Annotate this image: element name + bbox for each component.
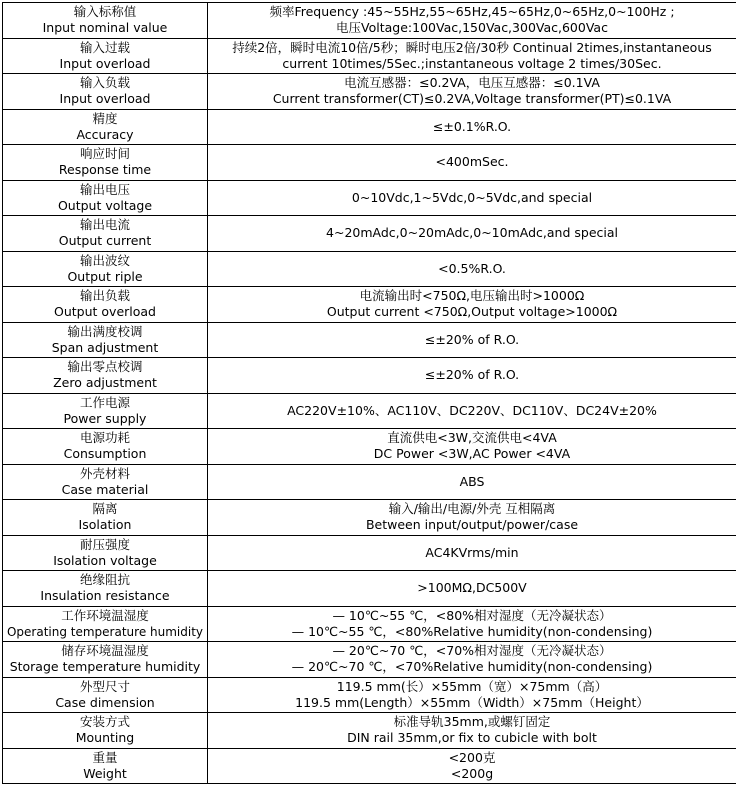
spec-value-line: 频率Frequency :45~55Hz,55~65Hz,45~65Hz,0~65Hz,0~100Hz ; [269, 4, 675, 20]
spec-value-line: ≤±0.1%R.O. [432, 118, 512, 134]
spec-table-body [3, 3, 736, 784]
spec-value-line: — 20℃~70 ℃，<70%相对湿度（无冷凝状态） [332, 643, 612, 659]
spec-value-line: 119.5 mm(长）×55mm（宽）×75mm（高） [336, 678, 608, 694]
spec-value-cell [208, 109, 736, 145]
spec-label-cell [3, 464, 208, 500]
spec-label-zh: 安装方式 [79, 714, 130, 730]
spec-label-en: Storage temperature humidity [9, 659, 201, 675]
spec-label-cell [3, 109, 208, 145]
spec-label-cell [3, 535, 208, 571]
spec-label-cell [3, 429, 208, 465]
spec-value-line: <200克 [448, 749, 496, 765]
spec-label-en: Input nominal value [42, 20, 168, 36]
spec-label-cell [3, 74, 208, 110]
spec-label-cell [3, 500, 208, 536]
spec-row [3, 3, 736, 39]
spec-label-en: Mounting [75, 730, 135, 746]
spec-label-en: Insulation resistance [40, 588, 170, 604]
spec-row [3, 571, 736, 607]
spec-value-line: <400mSec. [435, 154, 509, 170]
spec-label-zh: 输出零点校调 [67, 359, 143, 375]
spec-value-cell [208, 500, 736, 536]
spec-label-en: Case dimension [55, 694, 155, 710]
spec-label-en: Response time [58, 162, 152, 178]
spec-value-cell [208, 393, 736, 429]
spec-value-cell [208, 748, 736, 784]
spec-label-en: Output riple [67, 268, 143, 284]
spec-value-cell [208, 535, 736, 571]
spec-value-line: AC220V±10%、AC110V、DC220V、DC110V、DC24V±20% [287, 402, 657, 418]
spec-label-cell [3, 3, 208, 39]
spec-label-cell [3, 677, 208, 713]
spec-label-en: Output current [58, 233, 152, 249]
spec-label-en: Isolation [78, 517, 132, 533]
spec-value-cell [208, 3, 736, 39]
spec-value-line: 0~10Vdc,1~5Vdc,0~5Vdc,and special [351, 189, 593, 205]
spec-value-cell [208, 677, 736, 713]
spec-label-cell [3, 216, 208, 252]
spec-value-cell [208, 606, 736, 642]
spec-row [3, 713, 736, 749]
spec-value-line: 标准导轨35mm,或螺钉固定 [393, 714, 551, 730]
spec-label-en: Power supply [63, 410, 147, 426]
spec-label-cell [3, 748, 208, 784]
spec-label-cell [3, 38, 208, 74]
spec-value-cell [208, 642, 736, 678]
spec-label-zh: 外型尺寸 [79, 678, 130, 694]
spec-row [3, 748, 736, 784]
spec-value-cell [208, 464, 736, 500]
spec-label-en: Operating temperature humidity [6, 624, 204, 639]
spec-row [3, 464, 736, 500]
spec-label-en: Input overload [59, 91, 151, 107]
spec-label-cell [3, 713, 208, 749]
spec-label-zh: 耐压强度 [79, 536, 130, 552]
spec-label-cell [3, 571, 208, 607]
spec-value-line: — 20℃~70 ℃，<70%Relative humidity(non-condensing) [291, 659, 653, 675]
spec-value-line: AC4KVrms/min [425, 544, 519, 560]
spec-value-line: Between input/output/power/case [365, 517, 579, 533]
spec-row [3, 606, 736, 642]
spec-value-line: ≤±20% of R.O. [424, 367, 520, 383]
spec-value-cell [208, 429, 736, 465]
spec-label-zh: 工作环境温湿度 [61, 607, 149, 623]
spec-value-line: <200g [450, 765, 494, 781]
spec-row [3, 500, 736, 536]
spec-label-cell [3, 145, 208, 181]
spec-row [3, 74, 736, 110]
spec-label-zh: 输出电压 [79, 181, 130, 197]
spec-label-cell [3, 606, 208, 642]
spec-label-zh: 精度 [92, 110, 118, 126]
spec-row [3, 677, 736, 713]
spec-value-line: <0.5%R.O. [438, 260, 506, 276]
spec-value-line: ABS [459, 473, 485, 489]
spec-value-line: 119.5 mm(Length）×55mm（Width）×75mm（Height） [295, 694, 649, 710]
spec-value-cell [208, 322, 736, 358]
spec-value-cell [208, 287, 736, 323]
spec-value-line: ≤±20% of R.O. [424, 331, 520, 347]
spec-label-zh: 隔离 [92, 501, 118, 517]
spec-label-en: Output overload [54, 304, 156, 320]
spec-row [3, 429, 736, 465]
spec-row [3, 358, 736, 394]
spec-value-line: >100MΩ,DC500V [417, 580, 527, 596]
spec-label-zh: 输出电流 [79, 217, 130, 233]
spec-row [3, 535, 736, 571]
spec-label-zh: 重量 [92, 749, 118, 765]
spec-table [2, 2, 736, 784]
spec-label-zh: 输入标称值 [73, 4, 137, 20]
spec-row [3, 642, 736, 678]
spec-value-cell [208, 713, 736, 749]
spec-label-cell [3, 287, 208, 323]
spec-label-en: Accuracy [76, 126, 134, 142]
spec-row [3, 145, 736, 181]
spec-label-zh: 外壳材料 [79, 465, 130, 481]
spec-value-line: Current transformer(CT)≤0.2VA,Voltage transformer(PT)≤0.1VA [272, 91, 672, 107]
spec-value-line: Output current <750Ω,Output voltage>1000Ω [326, 304, 618, 320]
spec-label-cell [3, 393, 208, 429]
spec-value-line: DIN rail 35mm,or fix to cubicle with bolt [347, 730, 597, 746]
spec-value-cell [208, 180, 736, 216]
spec-row [3, 38, 736, 74]
spec-row [3, 216, 736, 252]
spec-value-cell [208, 38, 736, 74]
spec-label-en: Span adjustment [51, 339, 159, 355]
spec-label-en: Weight [83, 765, 127, 781]
spec-row [3, 180, 736, 216]
spec-label-cell [3, 180, 208, 216]
spec-value-line: 电流互感器：≤0.2VA，电压互感器：≤0.1VA [344, 75, 600, 91]
spec-value-line: — 10℃~55 ℃，<80%Relative humidity(non-condensing) [291, 623, 653, 639]
spec-label-cell [3, 322, 208, 358]
spec-value-cell [208, 571, 736, 607]
spec-label-zh: 输出负载 [79, 288, 130, 304]
spec-label-cell [3, 358, 208, 394]
spec-value-line: DC Power <3W,AC Power <4VA [373, 446, 571, 462]
spec-label-zh: 输入过载 [79, 39, 130, 55]
spec-label-en: Zero adjustment [53, 375, 157, 391]
spec-value-cell [208, 145, 736, 181]
spec-value-cell [208, 74, 736, 110]
spec-label-zh: 响应时间 [79, 146, 130, 162]
spec-value-line: current 10times/5Sec.;instantaneous voltage 2 times/30Sec. [282, 55, 662, 71]
spec-row [3, 109, 736, 145]
spec-value-line: 电流输出时<750Ω,电压输出时>1000Ω [359, 288, 585, 304]
spec-value-line: — 10℃~55 ℃，<80%相对湿度（无冷凝状态） [332, 607, 612, 623]
spec-value-line: 输入/输出/电源/外壳 互相隔离 [388, 501, 556, 517]
spec-label-en: Isolation voltage [53, 552, 157, 568]
spec-label-zh: 电源功耗 [79, 430, 130, 446]
spec-value-line: 直流供电<3W,交流供电<4VA [387, 430, 557, 446]
spec-row [3, 287, 736, 323]
spec-label-cell [3, 642, 208, 678]
spec-label-en: Case material [61, 481, 149, 497]
spec-value-cell [208, 251, 736, 287]
spec-value-line: 持续2倍，瞬时电流10倍/5秒；瞬时电压2倍/30秒 Continual 2times,instantaneous [232, 39, 712, 55]
spec-row [3, 322, 736, 358]
spec-label-zh: 储存环境温湿度 [61, 643, 149, 659]
spec-label-en: Consumption [63, 446, 147, 462]
spec-label-zh: 工作电源 [79, 394, 130, 410]
spec-value-cell [208, 216, 736, 252]
spec-value-line: 电压Voltage:100Vac,150Vac,300Vac,600Vac [336, 20, 608, 36]
spec-label-zh: 输出满度校调 [67, 323, 143, 339]
spec-value-cell [208, 358, 736, 394]
spec-row [3, 251, 736, 287]
spec-label-zh: 输入负载 [79, 75, 130, 91]
spec-label-cell [3, 251, 208, 287]
spec-row [3, 393, 736, 429]
spec-label-en: Output voltage [57, 197, 153, 213]
spec-label-en: Input overload [59, 55, 151, 71]
spec-label-zh: 绝缘阻抗 [79, 572, 130, 588]
spec-label-zh: 输出波纹 [79, 252, 130, 268]
spec-value-line: 4~20mAdc,0~20mAdc,0~10mAdc,and special [326, 225, 618, 241]
